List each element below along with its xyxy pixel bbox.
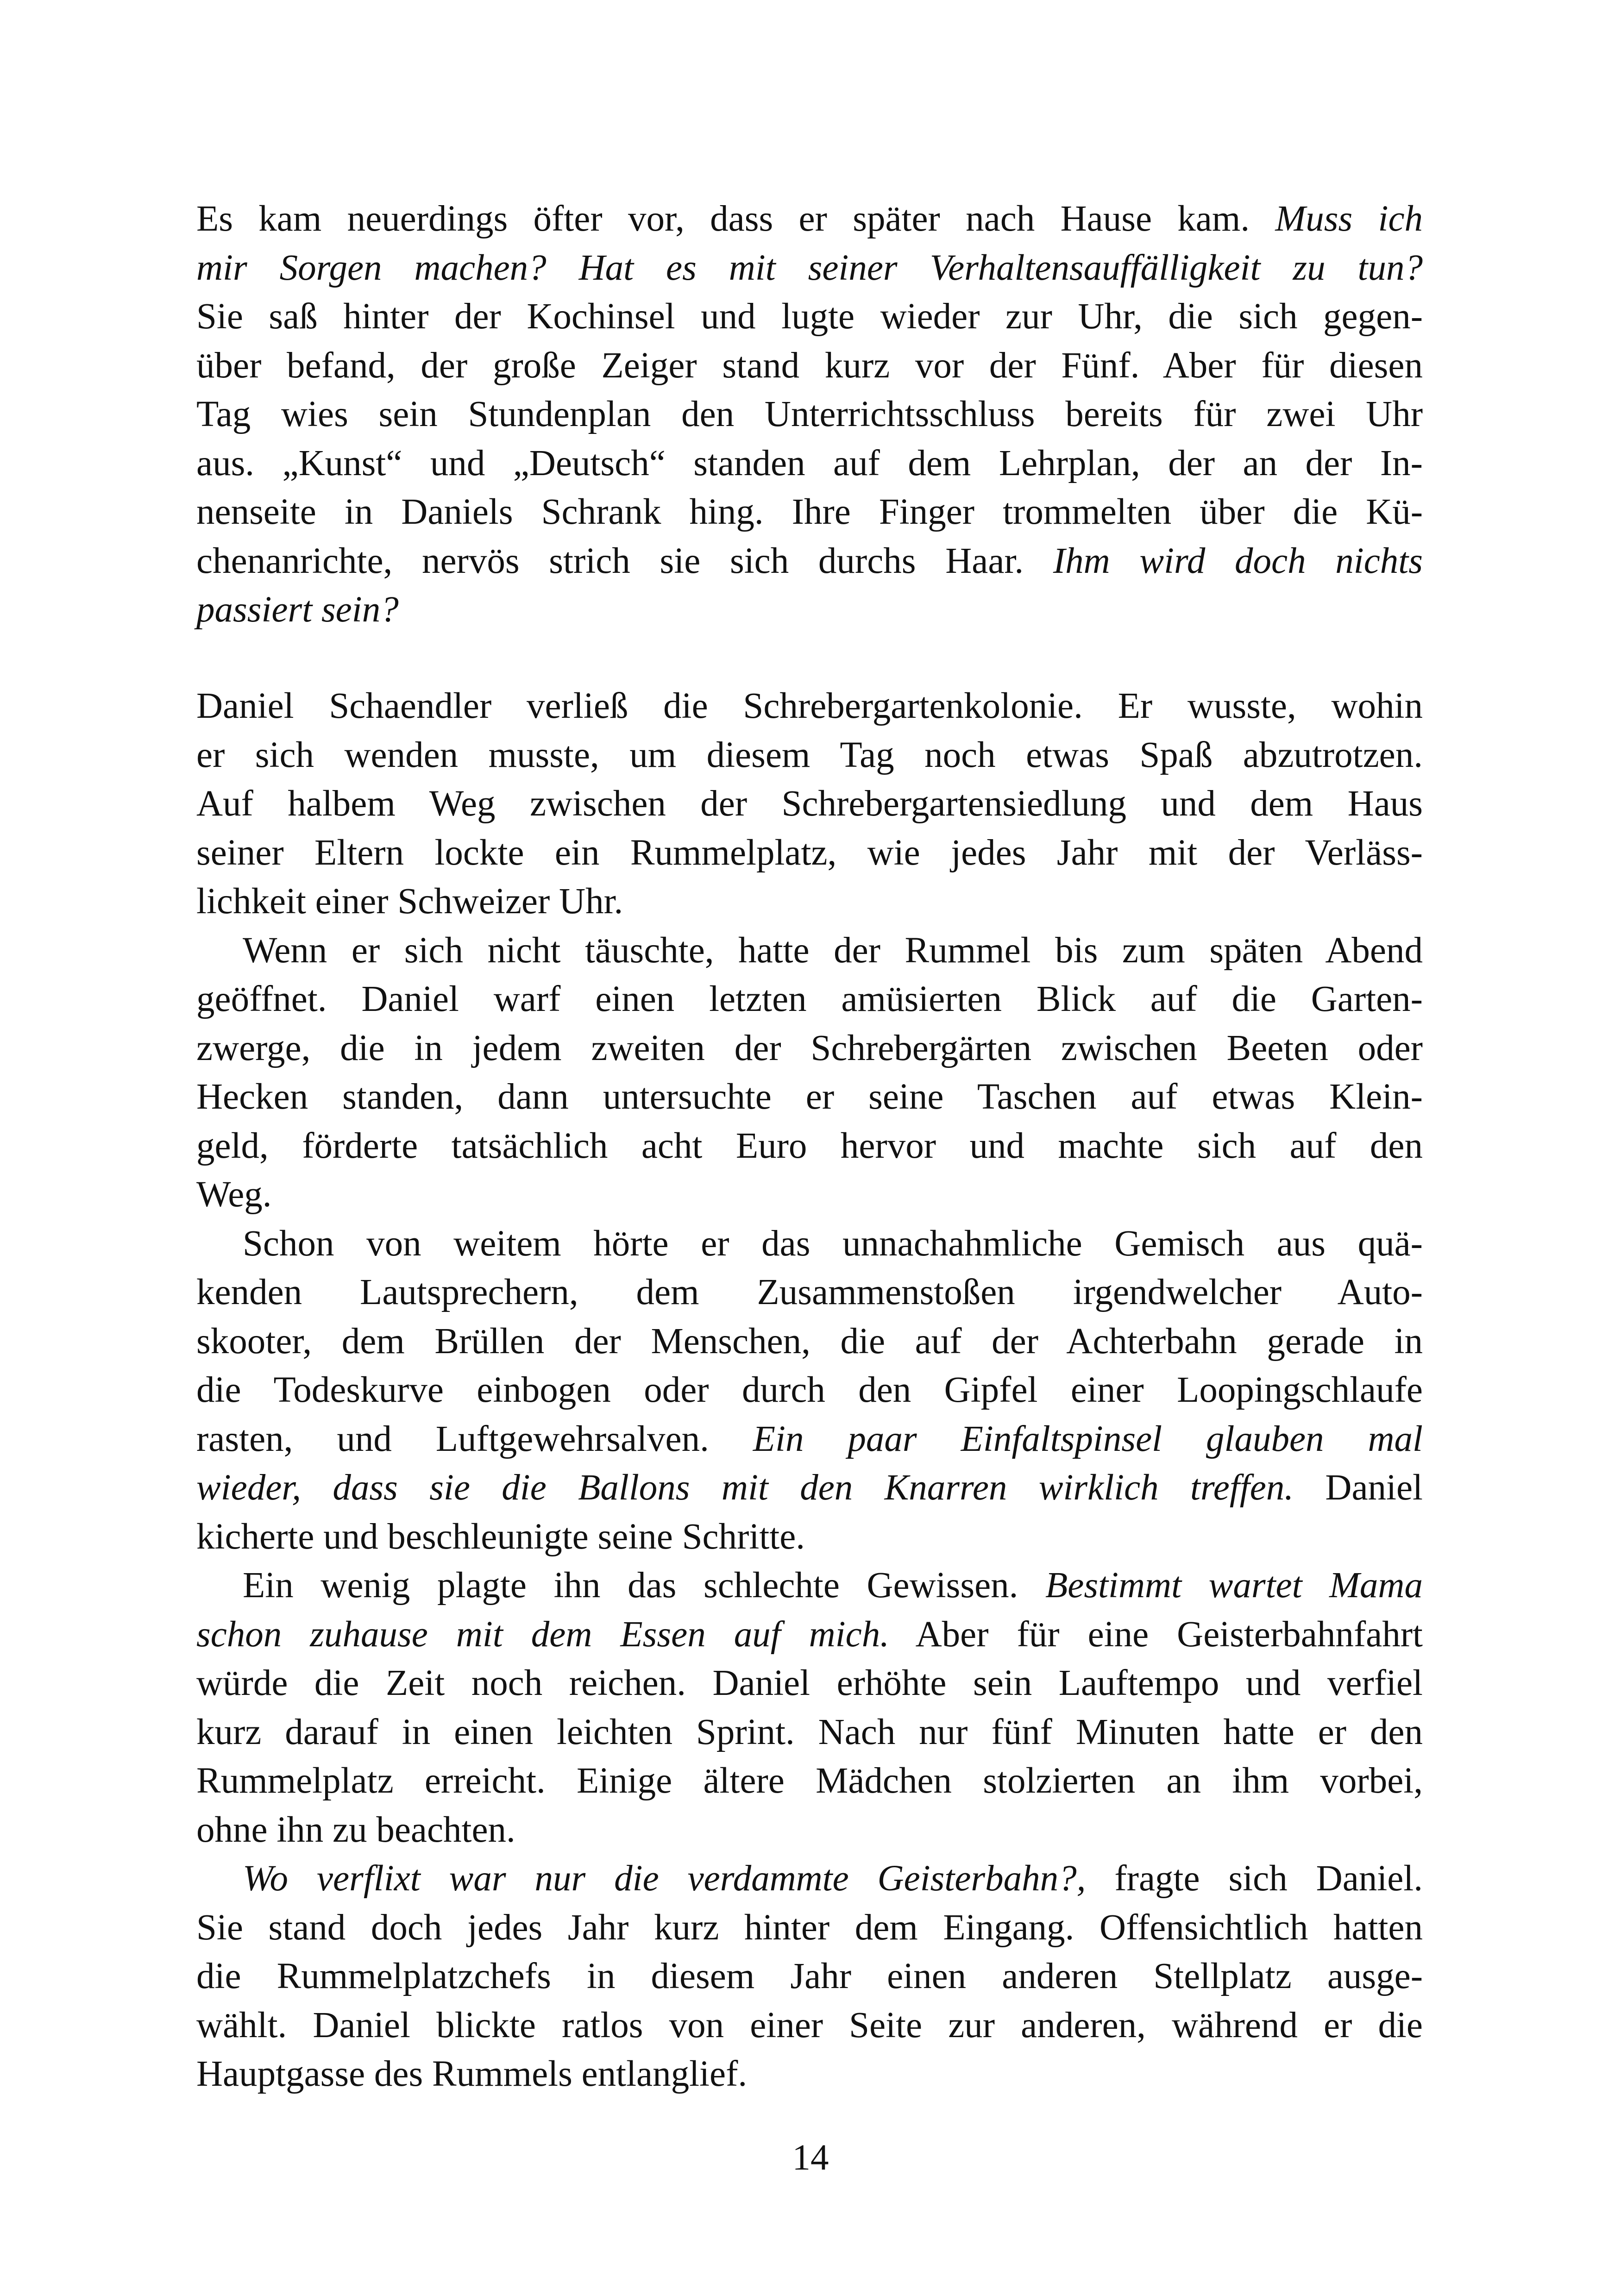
text-line bbox=[196, 1757, 1423, 1806]
text-span: kicherte und beschleunigte seine Schritte. bbox=[196, 1516, 805, 1557]
text-line bbox=[196, 779, 1423, 828]
text-span: die Todeskurve einbogen oder durch den Gipfel einer Loopingschlaufe bbox=[196, 1370, 1423, 1410]
text-span: Sie saß hinter der Kochinsel und lugte wieder zur Uhr, die sich gegen- bbox=[196, 296, 1423, 337]
paragraph bbox=[196, 1219, 1423, 1562]
text-section-1 bbox=[196, 194, 1423, 634]
text-line bbox=[196, 194, 1423, 244]
text-span: geöffnet. Daniel warf einen letzten amüsierten Blick auf die Garten- bbox=[196, 979, 1423, 1019]
text-line bbox=[196, 975, 1423, 1024]
text-line bbox=[196, 1610, 1423, 1659]
italic-text: Wo verflixt war nur die verdammte Geisterbahn?, bbox=[243, 1858, 1086, 1899]
text-line bbox=[196, 1415, 1423, 1464]
italic-text: Bestimmt wartet Mama bbox=[1045, 1565, 1423, 1606]
text-line bbox=[196, 1366, 1423, 1415]
text-line bbox=[196, 926, 1423, 975]
text-line bbox=[196, 1659, 1423, 1708]
text-line bbox=[196, 1317, 1423, 1366]
text-span: kurz darauf in einen leichten Sprint. Nach nur fünf Minuten hatte er den bbox=[196, 1712, 1423, 1752]
text-line bbox=[196, 1073, 1423, 1122]
text-span: chenanrichte, nervös strich sie sich durchs Haar. bbox=[196, 540, 1053, 581]
text-span: Weg. bbox=[196, 1174, 272, 1215]
paragraph bbox=[196, 1854, 1423, 2099]
text-line bbox=[196, 828, 1423, 878]
text-line bbox=[196, 439, 1423, 488]
text-line bbox=[196, 1219, 1423, 1268]
italic-text: Muss ich bbox=[1275, 199, 1423, 239]
text-line bbox=[196, 2001, 1423, 2050]
text-span: würde die Zeit noch reichen. Daniel erhöhte sein Lauftempo und verfiel bbox=[196, 1663, 1423, 1703]
text-line bbox=[196, 1122, 1423, 1171]
text-span: Hecken standen, dann untersuchte er seine Taschen auf etwas Klein- bbox=[196, 1077, 1423, 1117]
text-line bbox=[196, 1561, 1423, 1610]
italic-text: Ihm wird doch nichts bbox=[1053, 540, 1423, 581]
italic-text: schon zuhause mit dem Essen auf mich. bbox=[196, 1614, 889, 1655]
paragraph bbox=[196, 682, 1423, 926]
text-span: rasten, und Luftgewehrsalven. bbox=[196, 1418, 753, 1459]
text-line bbox=[196, 682, 1423, 731]
text-span: geld, förderte tatsächlich acht Euro hervor und machte sich auf den bbox=[196, 1125, 1423, 1166]
text-line bbox=[196, 2050, 1423, 2099]
page-number: 14 bbox=[792, 2138, 829, 2178]
italic-text: passiert sein? bbox=[196, 590, 399, 630]
paragraph bbox=[196, 926, 1423, 1219]
text-line bbox=[196, 1024, 1423, 1073]
text-line bbox=[196, 1170, 1423, 1219]
text-span: Auf halbem Weg zwischen der Schrebergartensiedlung und dem Haus bbox=[196, 784, 1423, 824]
text-line bbox=[196, 244, 1423, 293]
text-span: aus. „Kunst“ und „Deutsch“ standen auf dem Lehrplan, der an der In- bbox=[196, 443, 1423, 483]
text-span: zwerge, die in jedem zweiten der Schrebergärten zwischen Beeten oder bbox=[196, 1028, 1423, 1068]
text-span: fragte sich Daniel. bbox=[1086, 1858, 1423, 1899]
italic-text: Ein paar Einfaltspinsel glauben mal bbox=[753, 1418, 1423, 1459]
text-line bbox=[196, 1854, 1423, 1903]
text-line bbox=[196, 1268, 1423, 1317]
text-span: lichkeit einer Schweizer Uhr. bbox=[196, 881, 623, 922]
paragraph bbox=[196, 194, 1423, 634]
text-span: die Rummelplatzchefs in diesem Jahr einen anderen Stellplatz ausge- bbox=[196, 1956, 1423, 1996]
text-line bbox=[196, 292, 1423, 341]
text-span: Schon von weitem hörte er das unnachahmliche Gemisch aus quä- bbox=[243, 1223, 1423, 1264]
text-span: Tag wies sein Stundenplan den Unterrichtsschluss bereits für zwei Uhr bbox=[196, 394, 1423, 434]
text-span: Wenn er sich nicht täuschte, hatte der Rummel bis zum späten Abend bbox=[243, 930, 1423, 971]
text-line bbox=[196, 1512, 1423, 1562]
text-section-2 bbox=[196, 682, 1423, 2099]
text-span: Daniel bbox=[1294, 1468, 1423, 1508]
text-span: wählt. Daniel blickte ratlos von einer Seite zur anderen, während er die bbox=[196, 2005, 1423, 2045]
text-line bbox=[196, 1806, 1423, 1855]
text-span: Es kam neuerdings öfter vor, dass er später nach Hause kam. bbox=[196, 199, 1275, 239]
text-line bbox=[196, 877, 1423, 926]
text-line bbox=[196, 488, 1423, 537]
text-line bbox=[196, 1903, 1423, 1952]
text-line bbox=[196, 585, 1423, 634]
text-span: Ein wenig plagte ihn das schlechte Gewissen. bbox=[243, 1565, 1046, 1606]
text-line bbox=[196, 731, 1423, 780]
text-span: skooter, dem Brüllen der Menschen, die auf der Achterbahn gerade in bbox=[196, 1321, 1423, 1361]
text-span: ohne ihn zu beachten. bbox=[196, 1809, 515, 1850]
text-span: Aber für eine Geisterbahnfahrt bbox=[889, 1614, 1423, 1655]
text-span: kenden Lautsprechern, dem Zusammenstoßen irgendwelcher Auto- bbox=[196, 1272, 1423, 1312]
text-span: er sich wenden musste, um diesem Tag noch etwas Spaß abzutrotzen. bbox=[196, 734, 1423, 775]
text-line bbox=[196, 1463, 1423, 1512]
italic-text: mir Sorgen machen? Hat es mit seiner Verhaltensauffälligkeit zu tun? bbox=[196, 247, 1423, 288]
text-span: nenseite in Daniels Schrank hing. Ihre Finger trommelten über die Kü- bbox=[196, 492, 1423, 532]
text-line bbox=[196, 341, 1423, 390]
text-span: seiner Eltern lockte ein Rummelplatz, wie jedes Jahr mit der Verläss- bbox=[196, 832, 1423, 873]
paragraph bbox=[196, 1561, 1423, 1854]
text-line bbox=[196, 537, 1423, 586]
text-span: Rummelplatz erreicht. Einige ältere Mädchen stolzierten an ihm vorbei, bbox=[196, 1761, 1423, 1801]
text-line bbox=[196, 390, 1423, 439]
italic-text: wieder, dass sie die Ballons mit den Knarren wirklich treffen. bbox=[196, 1468, 1294, 1508]
text-span: Hauptgasse des Rummels entlanglief. bbox=[196, 2054, 748, 2094]
text-line bbox=[196, 1952, 1423, 2001]
text-line bbox=[196, 1708, 1423, 1757]
text-span: über befand, der große Zeiger stand kurz vor der Fünf. Aber für diesen bbox=[196, 345, 1423, 386]
text-span: Daniel Schaendler verließ die Schrebergartenkolonie. Er wusste, wohin bbox=[196, 686, 1423, 726]
text-span: Sie stand doch jedes Jahr kurz hinter dem Eingang. Offensichtlich hatten bbox=[196, 1907, 1423, 1948]
